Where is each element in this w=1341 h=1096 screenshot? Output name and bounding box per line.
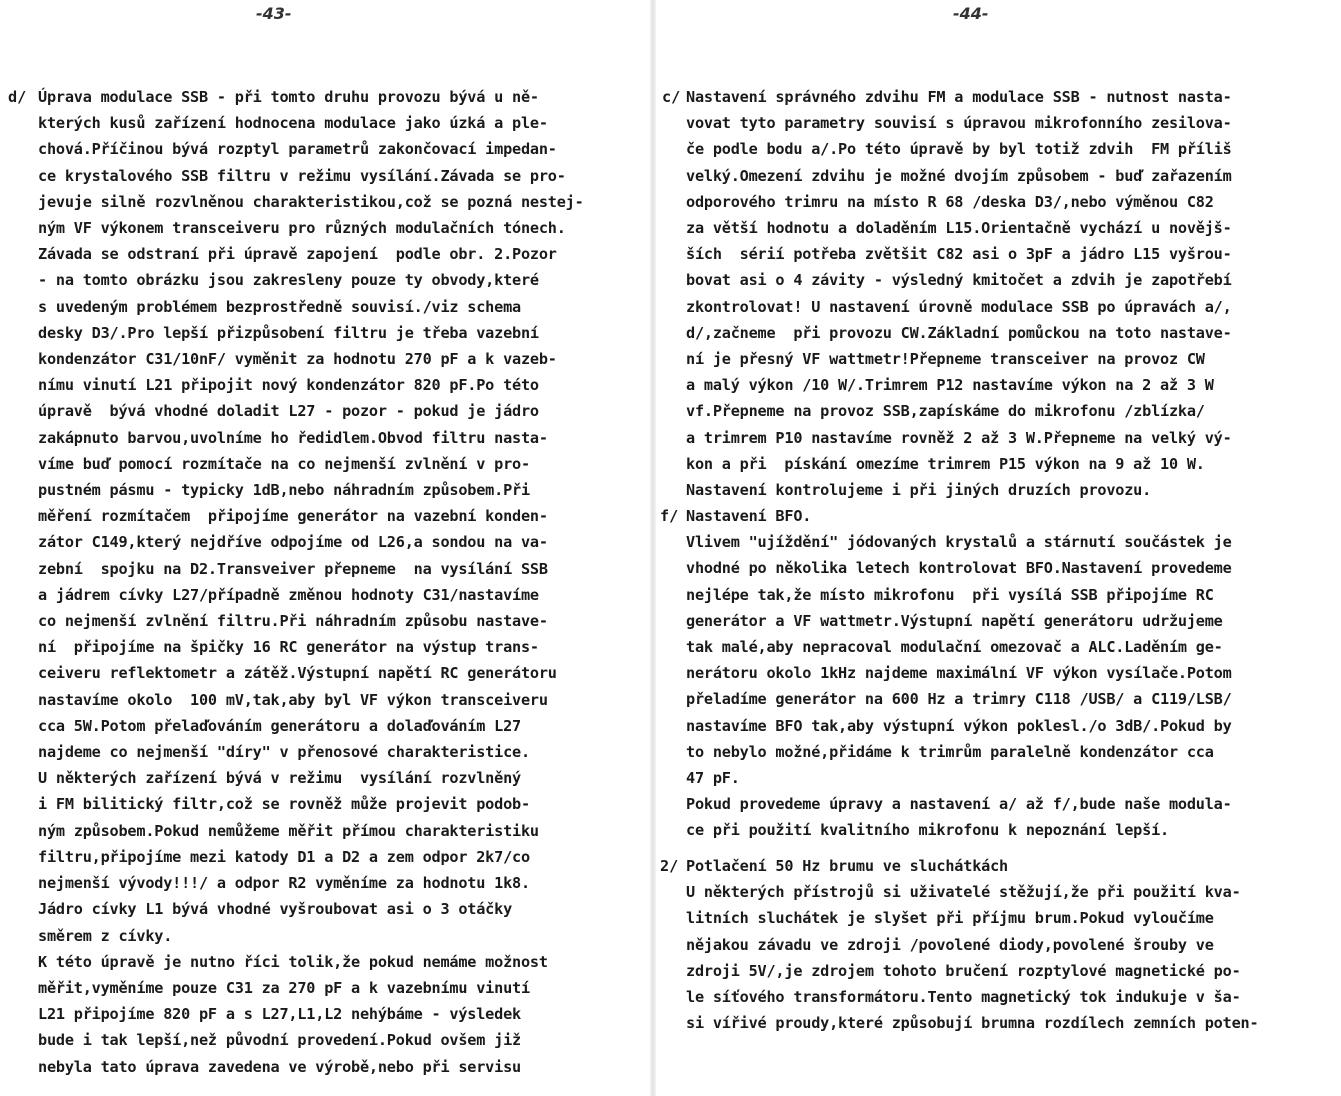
section-marker-f: f/ — [660, 507, 679, 525]
text-line: d/,začneme při provozu CW.Základní pomůckou na toto nastave- — [686, 323, 1232, 342]
text-line: za větší hodnotu a doladěním L15.Orientačně vychází u novějš- — [686, 219, 1232, 238]
text-line: pustném pásmu - typicky 1dB,nebo náhradním způsobem.Při — [38, 481, 530, 500]
section-marker-c: c/ — [662, 88, 681, 106]
text-line: nerátoru okolo 1kHz najdeme maximální VF výkon vysílače.Potom — [686, 664, 1232, 683]
text-line: L21 připojíme 820 pF a s L27,L1,L2 nehýbáme - výsledek — [38, 1005, 521, 1024]
text-line: filtru,připojíme mezi katody D1 a D2 a zem odpor 2k7/co — [38, 847, 530, 866]
text-line: bude i tak lepší,než původní provedení.Pokud ovšem již — [38, 1031, 521, 1050]
text-line: U některých zařízení bývá v režimu vysílání rozvlněný — [38, 769, 521, 788]
text-line: si vířivé proudy,které způsobují brumna rozdílech zemních poten- — [686, 1014, 1259, 1033]
text-line: litních sluchátek je slyšet při příjmu brum.Pokud vyloučíme — [686, 909, 1214, 928]
text-line: zdroji 5V/,je zdrojem tohoto bručení rozptylové magnetické po- — [686, 961, 1241, 980]
page-number: -44- — [953, 4, 989, 23]
text-line: bovat asi o 4 závity - výsledný kmitočet a zdvih je zapotřebí — [686, 271, 1232, 290]
text-line: nímu vinutí L21 připojit nový kondenzátor 820 pF.Po této — [38, 376, 539, 395]
text-line: kon a při pískání omezíme trimrem P15 výkon na 9 až 10 W. — [686, 454, 1205, 473]
text-line: najdeme co nejmenší "díry" v přenosové charakteristice. — [38, 743, 530, 762]
text-line: tak malé,aby nepracoval modulační omezovač a ALC.Laděním ge- — [686, 638, 1223, 657]
text-line: Nastavení kontrolujeme i při jiných druzích provozu. — [686, 481, 1152, 500]
text-line: ným způsobem.Pokud nemůžeme měřit přímou charakteristiku — [38, 821, 539, 840]
text-line: ceiveru reflektometr a zátěž.Výstupní napětí RC generátoru — [38, 664, 557, 683]
text-line: desky D3/.Pro lepší přizpůsobení filtru je třeba vazební — [38, 323, 539, 342]
text-line: úpravě bývá vhodné doladit L27 - pozor - pokud je jádro — [38, 402, 539, 421]
text-line: směrem z cívky. — [38, 926, 173, 945]
text-line: Závada se odstraní při úpravě zapojení podle obr. 2.Pozor — [38, 245, 557, 264]
text-line: přeladíme generátor na 600 Hz a trimry C118 /USB/ a C119/LSB/ — [686, 690, 1232, 709]
text-line: le síťového transformátoru.Tento magnetický tok indukuje v ša- — [686, 988, 1241, 1007]
text-line: vhodné po několika letech kontrolovat BFO.Nastavení provedeme — [686, 559, 1232, 578]
text-line: vf.Přepneme na provoz SSB,zapískáme do mikrofonu /zblízka/ — [686, 402, 1205, 421]
text-line: K této úpravě je nutno říci tolik,že pokud nemáme možnost — [38, 952, 548, 971]
text-line: chová.Příčinou bývá rozptyl parametrů zakončovací impedan- — [38, 140, 557, 159]
text-line: Úprava modulace SSB - při tomto druhu provozu bývá u ně- — [38, 88, 539, 106]
section-c-text — [686, 84, 1232, 503]
text-line: ších sérií potřeba zvětšit C82 asi o 3pF a jádro L15 vyšrou- — [686, 245, 1232, 264]
text-line: s uvedeným problémem bezprostředně souvisí./viz schema — [38, 297, 521, 316]
text-line: zební spojku na D2.Transveiver přepneme na vysílání SSB — [38, 559, 548, 578]
text-line: Pokud provedeme úpravy a nastavení a/ až f/,bude naše modula- — [686, 795, 1232, 814]
left-text-block — [38, 84, 584, 1080]
text-line: velký.Omezení zdvihu je možné dvojím způsobem - buď zařazením — [686, 166, 1232, 185]
text-line: zakápnuto barvou,uvolníme ho ředidlem.Obvod filtru nasta- — [38, 428, 548, 447]
text-line: a malý výkon /10 W/.Trimrem P12 nastavíme výkon na 2 až 3 W — [686, 376, 1214, 395]
text-line: generátor a VF wattmetr.Výstupní napětí generátoru udržujeme — [686, 611, 1223, 630]
text-line: - na tomto obrázku jsou zakresleny pouze ty obvody,které — [38, 271, 539, 290]
text-line: nastavíme BFO tak,aby výstupní výkon poklesl./o 3dB/.Pokud by — [686, 716, 1232, 735]
text-line: Nastavení BFO. — [686, 507, 812, 525]
text-line: ce při použití kvalitního mikrofonu k nepoznání lepší. — [686, 821, 1169, 840]
text-line: če podle bodu a/.Po této úpravě by byl totiž zdvih FM příliš — [686, 140, 1232, 159]
text-line: kondenzátor C31/10nF/ vyměnit za hodnotu 270 pF a k vazeb- — [38, 350, 557, 369]
text-line: a jádrem cívky L27/případně změnou hodnoty C31/nastavíme — [38, 585, 539, 604]
text-line: to nebylo možné,přidáme k trimrům paralelně kondenzátor cca — [686, 742, 1214, 761]
text-line: víme buď pomocí rozmítače na co nejmenší zvlnění v pro- — [38, 454, 530, 473]
text-line: nejlépe tak,že místo mikrofonu při vysílá SSB připojíme RC — [686, 585, 1214, 604]
text-line: vovat tyto parametry souvisí s úpravou mikrofonního zesilova- — [686, 114, 1232, 133]
text-line: Jádro cívky L1 bývá vhodné vyšroubovat asi o 3 otáčky — [38, 900, 513, 919]
text-line: nastavíme okolo 100 mV,tak,aby byl VF výkon transceiveru — [38, 690, 548, 709]
text-line: Potlačení 50 Hz brumu ve sluchátkách — [686, 857, 1008, 875]
text-line: kterých kusů zařízení hodnocena modulace jako úzká a ple- — [38, 114, 548, 133]
text-line: měření rozmítačem připojíme generátor na vazební konden- — [38, 507, 548, 526]
text-line: ným VF výkonem transceiveru pro různých modulačních tónech. — [38, 219, 566, 238]
page-number: -43- — [256, 4, 292, 23]
section-f-text — [686, 503, 1232, 844]
section-marker-2: 2/ — [660, 857, 679, 875]
text-line: i FM bilitický filtr,což se rovněž může projevit podob- — [38, 795, 530, 814]
text-line: měřit,vyměníme pouze C31 za 270 pF a k vazebnímu vinutí — [38, 978, 530, 997]
right-page — [656, 0, 1341, 1096]
text-line: ní je přesný VF wattmetr!Přepneme transceiver na provoz CW — [686, 350, 1205, 369]
text-line: jevuje silně rozvlněnou charakteristikou,což se pozná nestej- — [38, 192, 584, 211]
text-line: U některých přístrojů si uživatelé stěžují,že při použití kva- — [686, 883, 1241, 902]
text-line: cca 5W.Potom přelaďováním generátoru a dolaďováním L27 — [38, 716, 521, 735]
text-line: zkontrolovat! U nastavení úrovně modulace SSB po úpravách a/, — [686, 297, 1232, 316]
text-line: ní připojíme na špičky 16 RC generátor na výstup trans- — [38, 638, 539, 657]
text-line: Nastavení správného zdvihu FM a modulace SSB - nutnost nasta- — [686, 88, 1232, 106]
text-line: odporového trimru na místo R 68 /deska D3/,nebo výměnou C82 — [686, 192, 1214, 211]
left-page — [0, 0, 650, 1096]
section-marker-d: d/ — [8, 88, 27, 106]
text-line: 47 pF. — [686, 769, 740, 788]
text-line: Vlivem "ujíždění" jódovaných krystalů a stárnutí součástek je — [686, 533, 1232, 552]
text-line: nebyla tato úprava zavedena ve výrobě,nebo při servisu — [38, 1057, 521, 1076]
text-line: co nejmenší zvlnění filtru.Při náhradním způsobu nastave- — [38, 612, 548, 631]
text-line: nějakou závadu ve zdroji /povolené diody,povolené šrouby ve — [686, 935, 1214, 954]
text-line: a trimrem P10 nastavíme rovněž 2 až 3 W.Přepneme na velký vý- — [686, 428, 1232, 447]
text-line: zátor C149,který nejdříve odpojíme od L26,a sondou na va- — [38, 533, 548, 552]
text-line: ce krystalového SSB filtru v režimu vysílání.Závada se pro- — [38, 166, 566, 185]
section-2-text — [686, 853, 1258, 1036]
text-line: nejmenší vývody!!!/ a odpor R2 vyměníme za hodnotu 1k8. — [38, 874, 530, 893]
